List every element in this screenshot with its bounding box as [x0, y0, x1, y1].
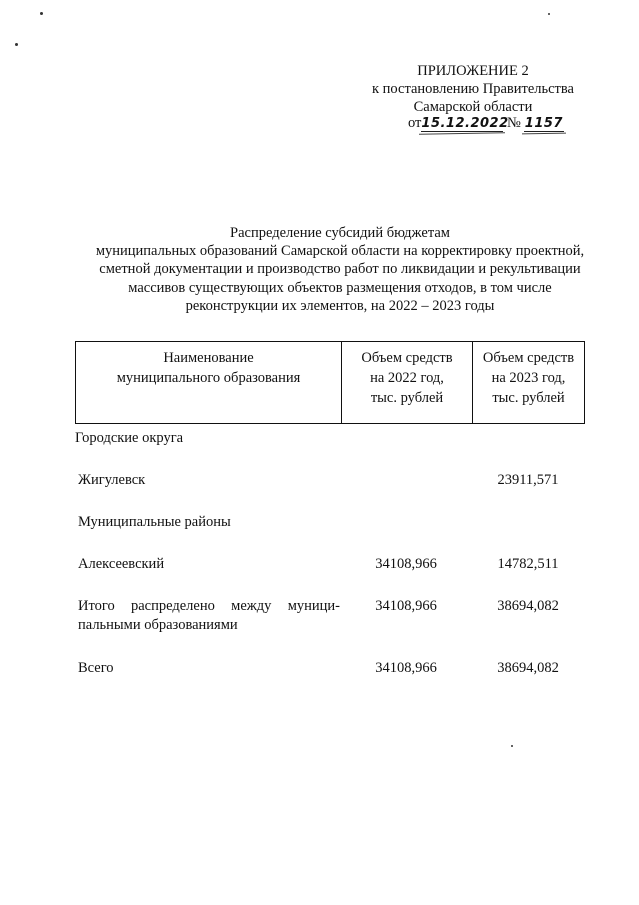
subtotal-label-line: пальными образованиями	[78, 617, 238, 633]
header-text: на 2022 год,	[370, 370, 444, 386]
header-text: на 2023 год,	[491, 370, 566, 386]
title-line: Распределение субсидий бюджетам	[230, 225, 450, 241]
scan-speck	[40, 12, 43, 15]
handwritten-number: 1157	[524, 116, 563, 131]
value-2022: 34108,966	[375, 556, 437, 572]
value-2022: 34108,966	[375, 660, 437, 676]
header-text: муниципального образования	[116, 370, 301, 386]
municipality-name: Алексеевский	[78, 556, 165, 572]
header-text: Объем средств	[361, 350, 453, 366]
scan-speck	[15, 43, 18, 46]
municipality-name: Жигулевск	[78, 472, 146, 488]
value-2023: 23911,571	[497, 472, 559, 488]
title-line: реконструкции их элементов, на 2022 – 2023 годы	[185, 297, 495, 314]
table-header	[75, 341, 585, 424]
total-label: Всего	[78, 660, 114, 676]
title-line: муниципальных образований Самарской области на корректировку проектной,	[95, 243, 585, 260]
appendix-title: ПРИЛОЖЕНИЕ 2	[417, 63, 529, 79]
subtotal-label-line: Итого распределено между муници-	[78, 598, 340, 614]
appendix-line-resolution: к постановлению Правительства	[372, 81, 574, 97]
title-line: сметной документации и производство работ по ликвидации и рекультивации	[99, 261, 581, 278]
subtotal-label	[78, 597, 340, 635]
from-label: от	[408, 115, 422, 131]
group-label: Муниципальные районы	[78, 514, 231, 530]
value-2022: 34108,966	[375, 598, 437, 614]
header-2023	[473, 342, 584, 423]
header-text: Объем средств	[482, 350, 575, 366]
header-municipality	[76, 342, 342, 423]
scan-speck	[548, 13, 550, 15]
header-text: тыс. рублей	[370, 390, 444, 406]
handwritten-date: 15.12.2022	[421, 116, 509, 131]
appendix-line-region: Самарской области	[413, 99, 533, 115]
value-2023: 38694,082	[497, 660, 559, 676]
document-title	[70, 224, 610, 315]
header-text: тыс. рублей	[492, 390, 565, 406]
value-2023: 14782,511	[497, 556, 559, 572]
header-text: Наименование	[163, 350, 254, 366]
resolution-date-number	[408, 115, 564, 132]
scan-speck	[511, 745, 513, 747]
number-label: №	[507, 115, 521, 131]
group-label: Городские округа	[75, 430, 184, 446]
header-2022	[342, 342, 473, 423]
title-line: массивов существующих объектов размещения отходов, в том числе	[128, 279, 552, 296]
appendix-header	[353, 62, 593, 116]
value-2023: 38694,082	[497, 598, 559, 614]
